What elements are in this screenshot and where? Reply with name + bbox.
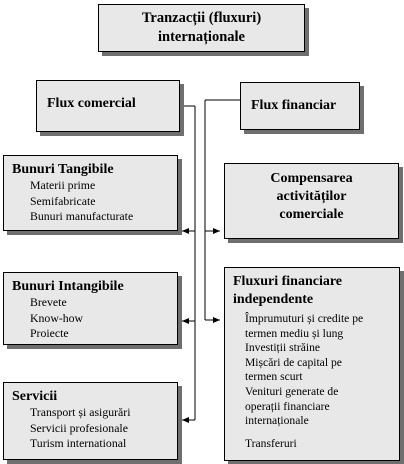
list-item: Proiecte xyxy=(30,326,69,340)
list-item: operații financiare xyxy=(245,399,330,413)
list-item: Servicii profesionale xyxy=(30,420,128,435)
fluxuri-financiare-title-2: independente xyxy=(233,292,314,307)
bunuri-tangibile-title: Bunuri Tangibile xyxy=(12,162,114,177)
list-item: Transferuri xyxy=(245,436,297,450)
title-line-1: Tranzacții (fluxuri) xyxy=(141,10,262,26)
flux-financiar-box xyxy=(240,82,360,130)
list-item: termen mediu și lung xyxy=(245,326,344,340)
bunuri-intangibile-box xyxy=(3,272,178,345)
list-item: Semifabricate xyxy=(30,193,96,208)
list-item: Venituri generate de xyxy=(245,384,339,398)
fluxuri-financiare-box xyxy=(224,267,400,461)
list-item: Bunuri manufacturate xyxy=(30,209,134,223)
list-item: termen scurt xyxy=(245,370,303,384)
list-item: Turism international xyxy=(30,436,127,450)
title-line-2: internaționale xyxy=(158,29,245,45)
compensarea-line-1: Compensarea xyxy=(270,171,353,186)
list-item: Brevete xyxy=(30,295,67,309)
bunuri-intangibile-title: Bunuri Intangibile xyxy=(12,279,124,294)
servicii-box xyxy=(3,382,178,460)
list-item: Împrumuturi și credite pe xyxy=(245,312,364,325)
flux-comercial-box xyxy=(36,80,180,132)
list-item: Investiții străine xyxy=(245,341,321,355)
servicii-title: Servicii xyxy=(12,389,58,404)
bunuri-tangibile-box xyxy=(3,155,178,231)
list-item: Know-how xyxy=(30,310,84,325)
compensarea-line-3: comerciale xyxy=(279,207,344,222)
flux-financiar-label: Flux financiar xyxy=(251,98,337,113)
list-item: Transport și asigurări xyxy=(30,405,131,419)
fluxuri-financiare-title-1: Fluxuri financiare xyxy=(233,274,343,289)
flux-comercial-label: Flux comercial xyxy=(47,96,136,111)
list-item: Materii prime xyxy=(30,178,96,192)
list-item: internaționale xyxy=(245,414,309,428)
compensarea-box xyxy=(224,163,399,239)
compensarea-line-2: activităților xyxy=(276,189,347,204)
main-title-box xyxy=(98,4,305,52)
list-item: Mișcări de capital pe xyxy=(245,355,342,369)
